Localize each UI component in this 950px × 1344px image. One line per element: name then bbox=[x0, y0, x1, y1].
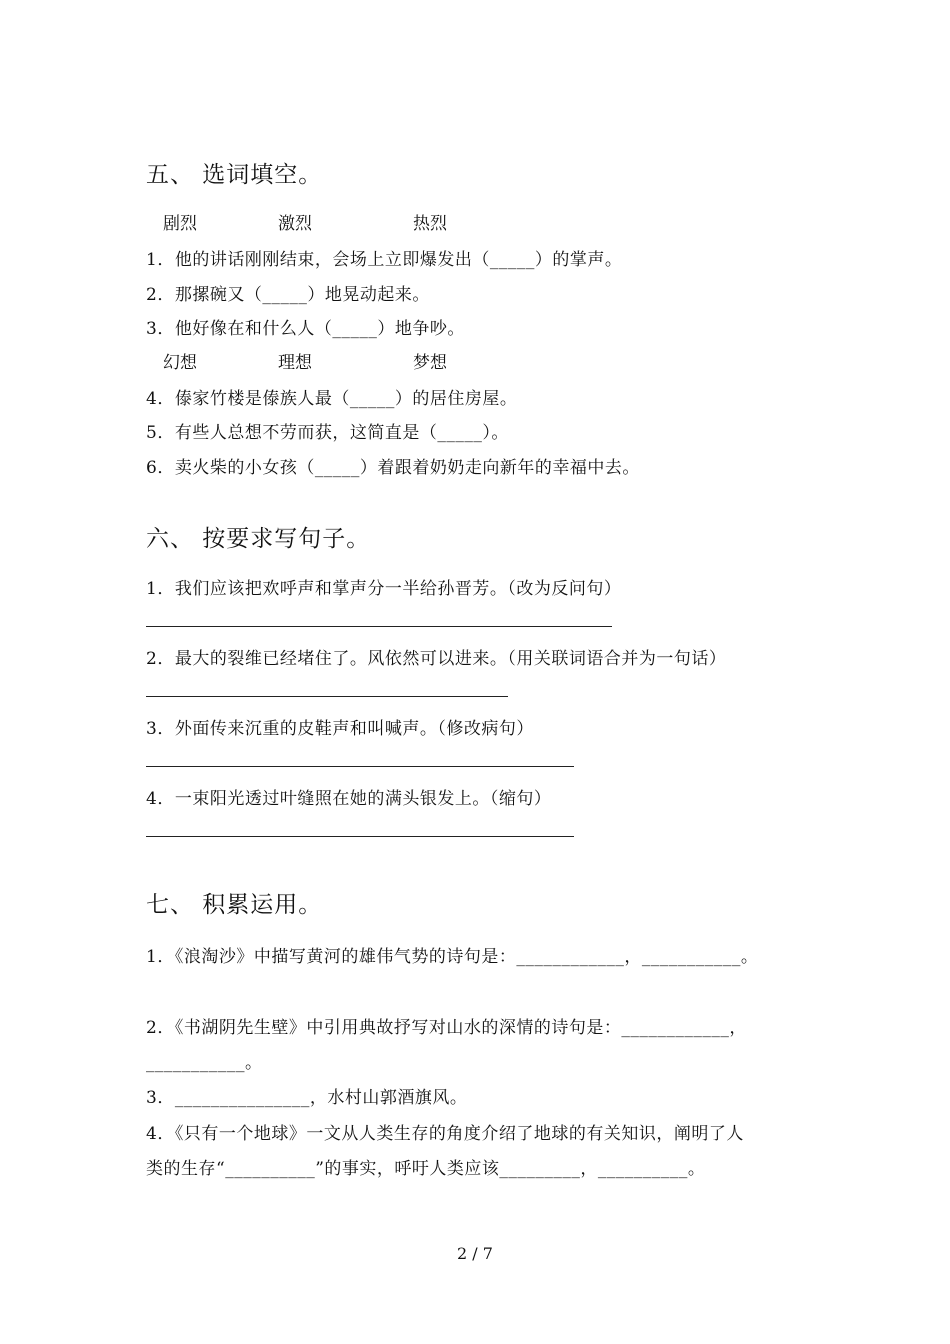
question-item: 6．卖火柴的小女孩（_____）着跟着奶奶走向新年的幸福中去。 bbox=[146, 458, 640, 478]
question-item: 2．那摞碗又（_____）地晃动起来。 bbox=[146, 285, 430, 305]
word-choices-2 bbox=[0, 348, 950, 372]
question-item: 1．我们应该把欢呼声和掌声分一半给孙晋芳。（改为反问句） bbox=[146, 579, 622, 599]
answer-line bbox=[146, 696, 508, 697]
answer-line bbox=[146, 626, 612, 627]
answer-line bbox=[146, 766, 574, 767]
section-6-heading: 六、 按要求写句子。 bbox=[146, 526, 371, 552]
question-item: 5．有些人总想不劳而获，这简直是（_____）。 bbox=[146, 423, 509, 443]
question-item: 1．他的讲话刚刚结束，会场上立即爆发出（_____）的掌声。 bbox=[146, 250, 623, 270]
word-choice: 剧烈 bbox=[163, 214, 197, 234]
question-item: 4．傣家竹楼是傣族人最（_____）的居住房屋。 bbox=[146, 389, 518, 409]
word-choice: 热烈 bbox=[413, 214, 447, 234]
section-7-heading: 七、 积累运用。 bbox=[146, 892, 323, 918]
word-choice: 激烈 bbox=[278, 214, 312, 234]
question-item: 2．最大的裂维已经堵住了。风依然可以进来。（用关联词语合并为一句话） bbox=[146, 649, 727, 669]
answer-line bbox=[146, 836, 574, 837]
word-choice: 幻想 bbox=[163, 353, 197, 373]
section-5-heading: 五、 选词填空。 bbox=[146, 162, 323, 188]
question-item: 3．他好像在和什么人（_____）地争吵。 bbox=[146, 319, 465, 339]
word-choice: 理想 bbox=[278, 353, 312, 373]
page-number: 2 / 7 bbox=[457, 1244, 493, 1263]
question-item-continued: 类的生存“__________”的事实，呼吁人类应该_________，__________。 bbox=[146, 1159, 706, 1179]
question-item: 3．_______________，水村山郭酒旗风。 bbox=[146, 1088, 468, 1108]
question-item: 4．一束阳光透过叶缝照在她的满头银发上。（缩句） bbox=[146, 789, 552, 809]
word-choice: 梦想 bbox=[413, 353, 447, 373]
question-item: 4．《只有一个地球》一文从人类生存的角度介绍了地球的有关知识，阐明了人 bbox=[146, 1124, 744, 1144]
question-item: 3．外面传来沉重的皮鞋声和叫喊声。（修改病句） bbox=[146, 719, 534, 739]
question-item: 2．《书湖阴先生壁》中引用典故抒写对山水的深情的诗句是：____________， bbox=[146, 1018, 747, 1038]
question-item-continued: ___________。 bbox=[146, 1053, 263, 1073]
question-item: 1．《浪淘沙》中描写黄河的雄伟气势的诗句是：____________，___________。 bbox=[146, 947, 759, 967]
word-choices-1 bbox=[0, 209, 950, 233]
